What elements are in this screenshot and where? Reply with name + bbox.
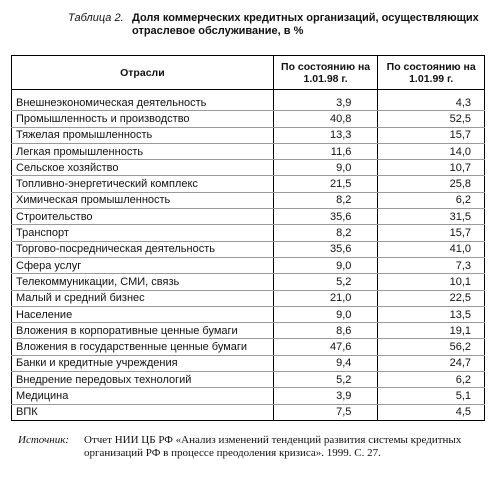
table-row	[12, 372, 485, 388]
cell-value-1998: 9,0	[273, 160, 378, 176]
table-row	[12, 127, 485, 143]
cell-value-1998: 9,0	[273, 257, 378, 273]
cell-industry: Топливно-энергетический комплекс	[12, 176, 274, 192]
cell-value-1999: 15,7	[378, 127, 485, 143]
cell-value-1998: 35,6	[273, 209, 378, 225]
cell-value-1999: 24,7	[378, 355, 485, 371]
table-row	[12, 160, 485, 176]
column-header-industry: Отрасли	[12, 56, 274, 90]
cell-value-1998: 3,9	[273, 95, 378, 111]
table-row	[12, 209, 485, 225]
cell-industry: ВПК	[12, 404, 274, 420]
table-row	[12, 290, 485, 306]
cell-industry: Сельское хозяйство	[12, 160, 274, 176]
cell-value-1998: 13,3	[273, 127, 378, 143]
cell-value-1999: 10,1	[378, 274, 485, 290]
cell-industry: Строительство	[12, 209, 274, 225]
cell-value-1998: 8,6	[273, 323, 378, 339]
table-header-row	[12, 56, 485, 90]
cell-value-1998: 8,2	[273, 225, 378, 241]
cell-value-1998: 35,6	[273, 241, 378, 257]
cell-value-1998: 5,2	[273, 274, 378, 290]
cell-value-1999: 41,0	[378, 241, 485, 257]
table-row	[12, 143, 485, 159]
data-table	[11, 55, 485, 421]
cell-value-1998: 40,8	[273, 111, 378, 127]
source-text: Отчет НИИ ЦБ РФ «Анализ изменений тенденций развития системы кредитных организаций РФ в процессе преодоления кризиса». 1999. С. 27.	[84, 434, 462, 459]
cell-value-1999: 56,2	[378, 339, 485, 355]
cell-value-1998: 47,6	[273, 339, 378, 355]
cell-value-1999: 19,1	[378, 323, 485, 339]
cell-value-1998: 21,0	[273, 290, 378, 306]
table-body	[12, 90, 485, 421]
table-row	[12, 355, 485, 371]
cell-industry: Телекоммуникации, СМИ, связь	[12, 274, 274, 290]
cell-value-1999: 7,3	[378, 257, 485, 273]
table-row	[12, 176, 485, 192]
cell-value-1998: 8,2	[273, 192, 378, 208]
table-row	[12, 95, 485, 111]
cell-industry: Малый и средний бизнес	[12, 290, 274, 306]
cell-value-1999: 4,3	[378, 95, 485, 111]
table-row	[12, 257, 485, 273]
cell-value-1999: 10,7	[378, 160, 485, 176]
table-row	[12, 241, 485, 257]
cell-value-1999: 22,5	[378, 290, 485, 306]
cell-industry: Торгово-посредническая деятельность	[12, 241, 274, 257]
table-row	[12, 306, 485, 322]
cell-value-1998: 7,5	[273, 404, 378, 420]
cell-value-1999: 4,5	[378, 404, 485, 420]
cell-industry: Банки и кредитные учреждения	[12, 355, 274, 371]
cell-industry: Сфера услуг	[12, 257, 274, 273]
cell-industry: Легкая промышленность	[12, 143, 274, 159]
source-label: Источник:	[18, 434, 69, 446]
cell-value-1998: 11,6	[273, 143, 378, 159]
table-row	[12, 274, 485, 290]
cell-value-1999: 14,0	[378, 143, 485, 159]
cell-industry: Вложения в корпоративные ценные бумаги	[12, 323, 274, 339]
column-header-1999: По состоянию на 1.01.99 г.	[378, 56, 485, 90]
cell-value-1999: 6,2	[378, 372, 485, 388]
table-title: Доля коммерческих кредитных организаций, осуществляющих отраслевое обслуживание, в %	[132, 12, 479, 37]
table-row	[12, 192, 485, 208]
table-row	[12, 111, 485, 127]
cell-industry: Химическая промышленность	[12, 192, 274, 208]
cell-value-1998: 9,4	[273, 355, 378, 371]
table-row	[12, 339, 485, 355]
cell-value-1999: 31,5	[378, 209, 485, 225]
cell-value-1998: 9,0	[273, 306, 378, 322]
cell-industry: Тяжелая промышленность	[12, 127, 274, 143]
table-row	[12, 388, 485, 404]
cell-industry: Внешнеэкономическая деятельность	[12, 95, 274, 111]
table-row	[12, 404, 485, 420]
cell-value-1999: 13,5	[378, 306, 485, 322]
table-row	[12, 323, 485, 339]
cell-industry: Внедрение передовых технологий	[12, 372, 274, 388]
cell-industry: Транспорт	[12, 225, 274, 241]
column-header-1998: По состоянию на 1.01.98 г.	[273, 56, 378, 90]
cell-value-1998: 3,9	[273, 388, 378, 404]
cell-value-1999: 25,8	[378, 176, 485, 192]
cell-industry: Население	[12, 306, 274, 322]
cell-industry: Вложения в государственные ценные бумаги	[12, 339, 274, 355]
cell-value-1998: 21,5	[273, 176, 378, 192]
cell-industry: Медицина	[12, 388, 274, 404]
table-row	[12, 225, 485, 241]
cell-value-1999: 6,2	[378, 192, 485, 208]
cell-value-1999: 52,5	[378, 111, 485, 127]
cell-value-1998: 5,2	[273, 372, 378, 388]
cell-value-1999: 15,7	[378, 225, 485, 241]
table-number: Таблица 2.	[68, 12, 124, 24]
cell-value-1999: 5,1	[378, 388, 485, 404]
cell-industry: Промышленность и производство	[12, 111, 274, 127]
